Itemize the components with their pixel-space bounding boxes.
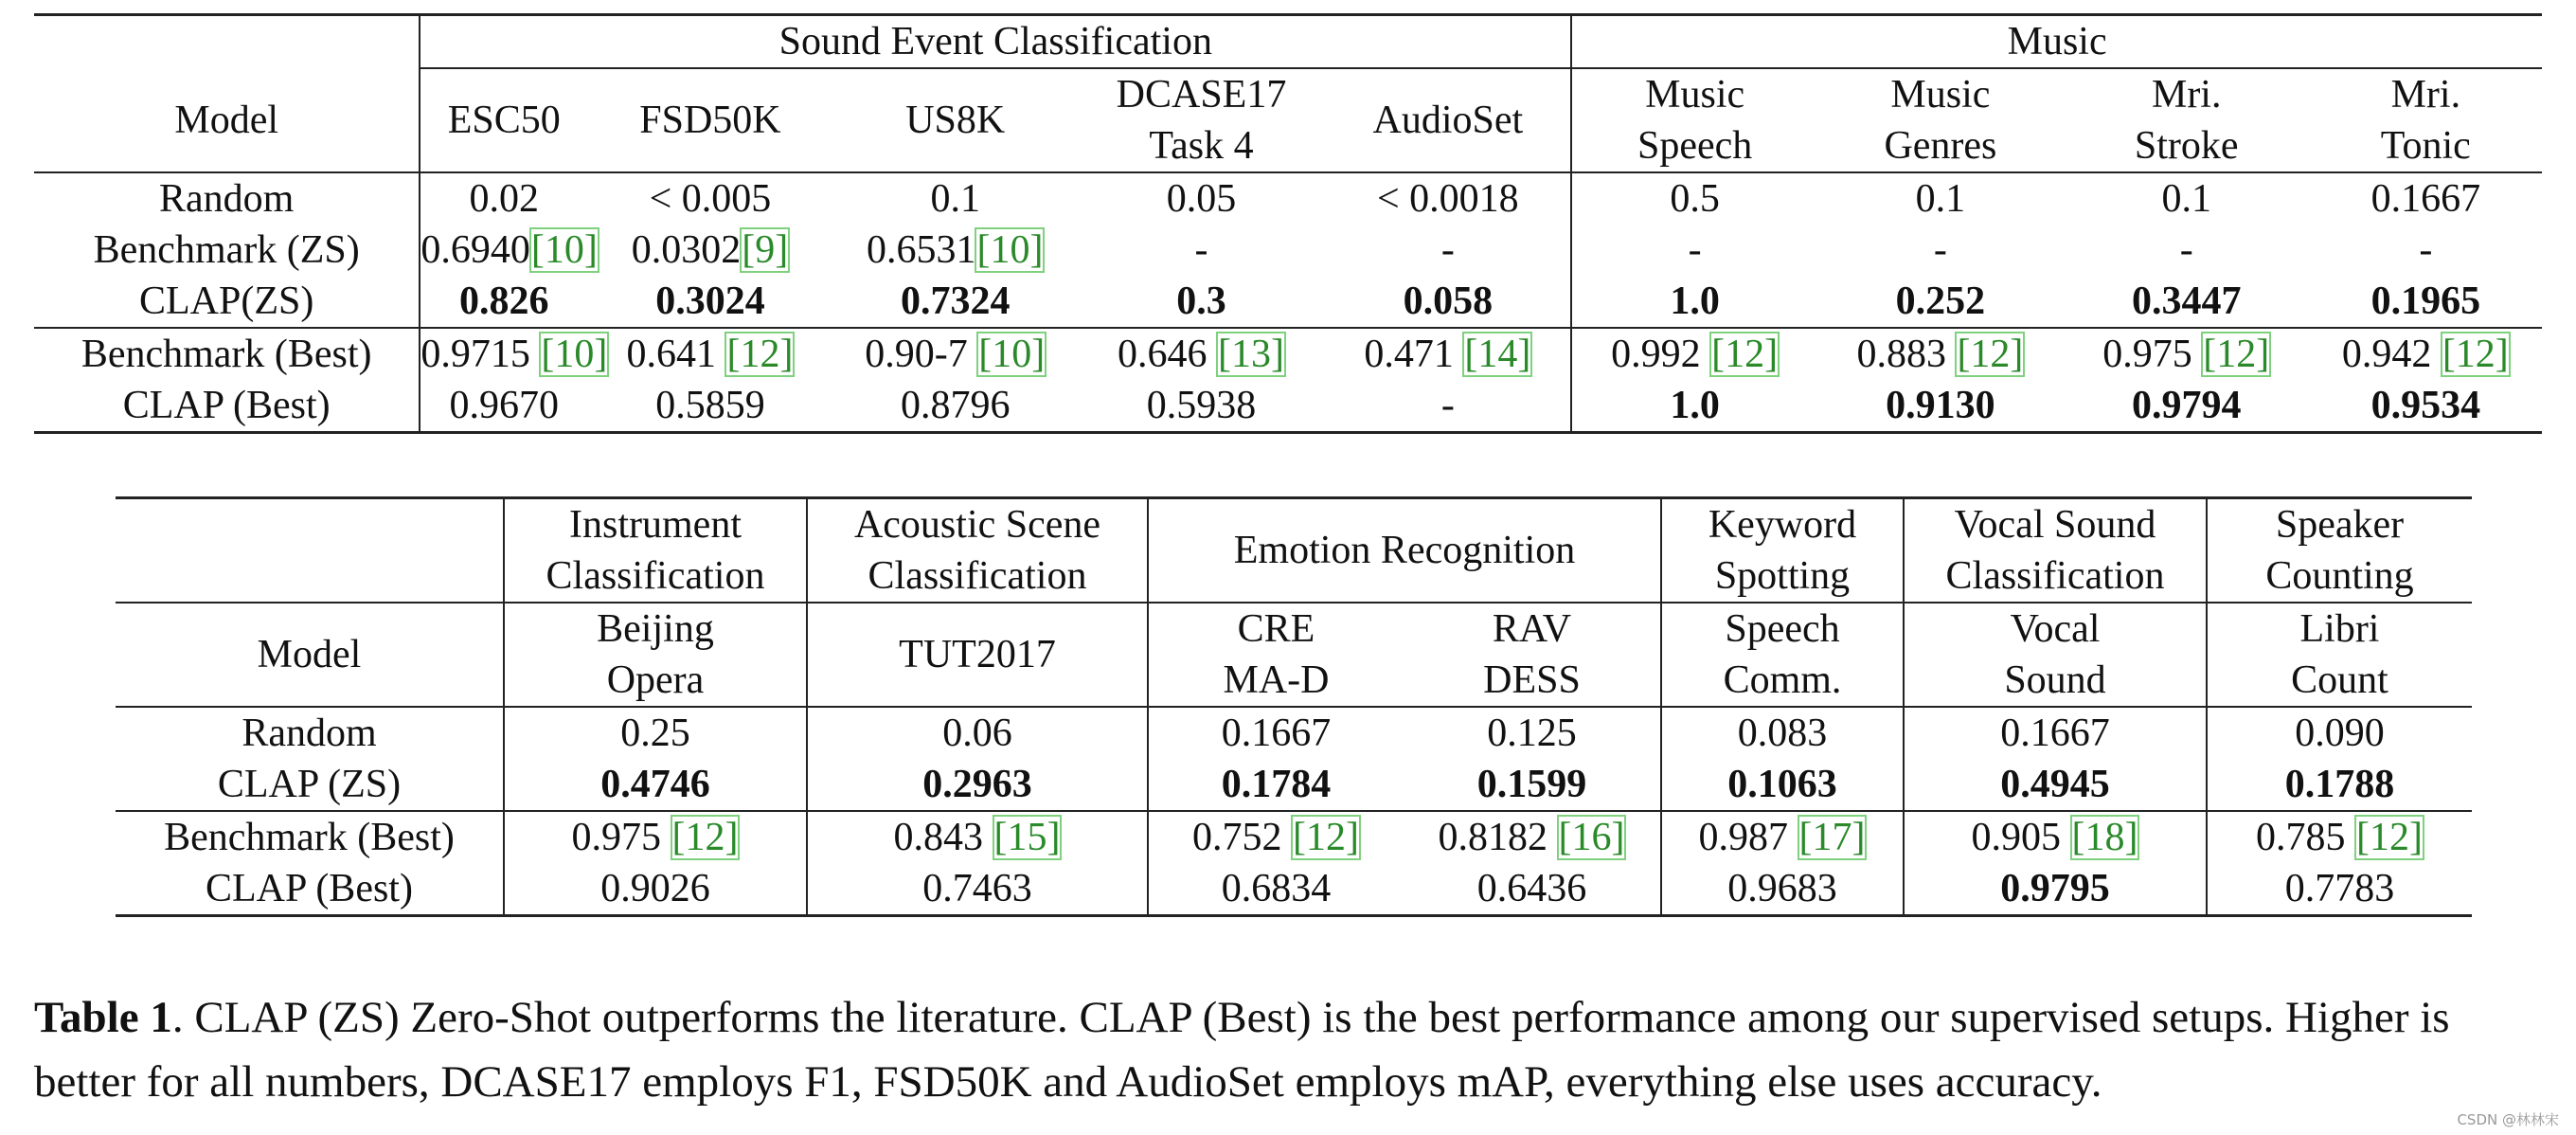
cell-value: 0.1667 xyxy=(2370,177,2481,221)
t2-col-header xyxy=(1404,603,1661,707)
t2-body xyxy=(116,498,2472,916)
cell-value: 0.4945 xyxy=(2000,763,2110,806)
table-cell xyxy=(2207,707,2472,759)
t1-col-header xyxy=(1817,68,2064,172)
table-cell xyxy=(587,380,833,433)
citation-link[interactable]: [10] xyxy=(541,333,608,376)
cell-value: 0.125 xyxy=(1487,712,1577,755)
cell-value: 0.843 xyxy=(893,816,983,859)
row-model-label: Benchmark (Best) xyxy=(116,811,504,863)
cell-value: 0.987 xyxy=(1698,816,1788,859)
cell-value: 0.7783 xyxy=(2284,867,2395,910)
citation-link[interactable]: [17] xyxy=(1798,816,1866,859)
t1-col-header xyxy=(2310,68,2542,172)
header-text: Speech xyxy=(1725,607,1840,651)
header-text: Spotting xyxy=(1714,554,1851,598)
cell-value: 0.883 xyxy=(1856,333,1946,376)
table-cell xyxy=(1904,863,2207,916)
row-model-label: CLAP (Best) xyxy=(116,863,504,916)
cell-value: 0.1667 xyxy=(1221,712,1332,755)
t1-column-header-row xyxy=(34,68,2542,172)
cell-value: 0.1 xyxy=(930,177,980,221)
cell-value: 0.5938 xyxy=(1146,384,1257,427)
citation-link[interactable]: [12] xyxy=(671,816,739,859)
table-cell xyxy=(1404,811,1661,863)
header-text: Instrument xyxy=(569,503,742,547)
t2-group-header xyxy=(2207,498,2472,604)
cell-value: - xyxy=(2179,228,2193,272)
table-cell xyxy=(1571,276,1817,328)
caption-label: Table 1 xyxy=(34,993,172,1042)
header-text: Classification xyxy=(1945,554,2165,598)
table-cell xyxy=(1661,759,1904,811)
row-model-label: CLAP(ZS) xyxy=(34,276,420,328)
table-cell xyxy=(1148,811,1404,863)
cell-value: - xyxy=(1933,228,1947,272)
citation-link[interactable]: [10] xyxy=(978,333,1046,376)
row-model-label: CLAP (ZS) xyxy=(116,759,504,811)
header-text: Sound xyxy=(2004,658,2106,702)
cell-value: 0.5859 xyxy=(655,384,765,427)
cell-value: 0.9715 xyxy=(420,333,530,376)
watermark: CSDN @林林宋 xyxy=(2457,1111,2559,1128)
cell-value: 0.252 xyxy=(1895,279,1986,323)
header-text: Comm. xyxy=(1723,658,1842,702)
header-text: AudioSet xyxy=(1372,99,1524,142)
table-cell xyxy=(1817,225,2064,276)
table-cell xyxy=(420,380,587,433)
table-cell xyxy=(2064,276,2310,328)
cell-value: 0.7463 xyxy=(922,867,1032,910)
table-cell xyxy=(833,225,1078,276)
table-cell xyxy=(1904,811,2207,863)
table-row xyxy=(116,759,2472,811)
t1-group-sound-event: Sound Event Classification xyxy=(420,15,1571,69)
cell-value: 0.1965 xyxy=(2370,279,2481,323)
cell-value: 0.1784 xyxy=(1221,763,1332,806)
t2-col-header xyxy=(1661,603,1904,707)
table-cell xyxy=(1571,225,1817,276)
t2-group-header xyxy=(807,498,1148,604)
header-text: RAV xyxy=(1492,607,1572,651)
t2-group-header xyxy=(504,498,807,604)
cell-value: 0.646 xyxy=(1118,333,1208,376)
cell-value: 0.9670 xyxy=(449,384,559,427)
t2-group-header xyxy=(1148,498,1661,604)
table-cell xyxy=(2207,863,2472,916)
t1-col-header xyxy=(1078,68,1326,172)
cell-value: 0.1 xyxy=(1915,177,1966,221)
header-text: Counting xyxy=(2265,554,2414,598)
row-model-label: Random xyxy=(34,172,420,225)
cell-value: 1.0 xyxy=(1670,279,1720,323)
cell-value: 0.6940 xyxy=(420,228,530,272)
cell-value: 0.942 xyxy=(2341,333,2432,376)
header-text: Classification xyxy=(868,554,1087,598)
row-model-label: Random xyxy=(116,707,504,759)
citation-link[interactable]: [16] xyxy=(1558,816,1625,859)
cell-value: - xyxy=(1194,228,1208,272)
row-model-label: Benchmark (ZS) xyxy=(34,225,420,276)
cell-value: 0.9683 xyxy=(1727,867,1837,910)
cell-value: < 0.0018 xyxy=(1376,177,1519,221)
table-cell xyxy=(1904,759,2207,811)
cell-value: 0.0302 xyxy=(631,228,742,272)
t1-body xyxy=(34,15,2542,433)
table-cell xyxy=(2207,759,2472,811)
header-text: TUT2017 xyxy=(899,633,1056,676)
header-text: Stroke xyxy=(2134,124,2239,168)
header-text: Speech xyxy=(1637,124,1753,168)
cell-value: 0.8796 xyxy=(900,384,1011,427)
header-text: Opera xyxy=(606,658,705,702)
table-cell xyxy=(587,225,833,276)
cell-value: 0.975 xyxy=(2102,333,2192,376)
cell-value: < 0.005 xyxy=(649,177,772,221)
t2-col-header xyxy=(807,603,1148,707)
table-cell xyxy=(1904,707,2207,759)
row-model-label: CLAP (Best) xyxy=(34,380,420,433)
cell-value: 0.3 xyxy=(1176,279,1226,323)
table-cell xyxy=(420,328,608,380)
table-cell xyxy=(1817,276,2064,328)
citation-link[interactable]: [12] xyxy=(2356,816,2423,859)
table-cell xyxy=(2310,225,2542,276)
cell-value: - xyxy=(1440,228,1455,272)
cell-value: 0.9534 xyxy=(2370,384,2481,427)
table-row xyxy=(116,707,2472,759)
t2-group-header-row xyxy=(116,498,2472,604)
cell-value: 0.641 xyxy=(626,333,716,376)
table-row xyxy=(116,811,2472,863)
cell-value: 0.9130 xyxy=(1886,384,1995,427)
table-cell xyxy=(2207,811,2472,863)
cell-value: 0.1063 xyxy=(1727,763,1837,806)
cell-value: 0.1599 xyxy=(1476,763,1587,806)
cell-value: 0.5 xyxy=(1670,177,1720,221)
cell-value: 0.6436 xyxy=(1476,867,1587,910)
citation-link[interactable]: [13] xyxy=(1218,333,1284,376)
table-cell xyxy=(2310,276,2542,328)
cell-value: - xyxy=(1440,384,1455,427)
cell-value: - xyxy=(1688,228,1702,272)
table-cell xyxy=(1325,225,1571,276)
table-cell xyxy=(1817,172,2064,225)
table-cell xyxy=(2310,380,2542,433)
citation-link[interactable]: [10] xyxy=(530,228,598,272)
t2-group-header xyxy=(1661,498,1904,604)
table-cell xyxy=(833,328,1078,380)
header-text: Acoustic Scene xyxy=(853,503,1101,547)
table-cell xyxy=(2310,328,2542,380)
header-text: DCASE17 xyxy=(1116,73,1287,117)
cell-value: 0.826 xyxy=(458,279,549,323)
table-cell xyxy=(2310,172,2542,225)
table-cell xyxy=(1661,811,1904,863)
table-cell xyxy=(1404,759,1661,811)
t2-column-header-row xyxy=(116,603,2472,707)
citation-link[interactable]: [12] xyxy=(2203,333,2270,376)
table-cell xyxy=(1325,276,1571,328)
header-text: Music xyxy=(1645,73,1745,117)
header-text: MA-D xyxy=(1223,658,1330,702)
table-row xyxy=(34,172,2542,225)
table-cell xyxy=(833,380,1078,433)
table-cell xyxy=(2064,328,2310,380)
t1-col-header xyxy=(2064,68,2310,172)
t1-col-header xyxy=(420,68,587,172)
header-text: Music xyxy=(1890,73,1991,117)
table-cell xyxy=(420,276,587,328)
cell-value: 0.471 xyxy=(1364,333,1454,376)
table-cell xyxy=(420,172,587,225)
t2-col-header xyxy=(1148,603,1404,707)
table-cell xyxy=(2064,172,2310,225)
cell-value: 0.2963 xyxy=(922,763,1032,806)
table-cell xyxy=(1661,863,1904,916)
table-cell xyxy=(807,759,1148,811)
header-text: Keyword xyxy=(1708,503,1857,547)
t1-col-header xyxy=(1325,68,1571,172)
table-row xyxy=(34,328,2542,380)
t1-group-header-row xyxy=(34,15,2542,69)
cell-value: 0.8182 xyxy=(1438,816,1547,859)
table-row xyxy=(34,225,2542,276)
table-cell xyxy=(504,811,807,863)
citation-link[interactable]: [15] xyxy=(993,816,1061,859)
cell-value: 0.9026 xyxy=(600,867,710,910)
table-cell xyxy=(1404,863,1661,916)
citation-link[interactable]: [18] xyxy=(2071,816,2138,859)
header-text: US8K xyxy=(905,99,1006,142)
table-cell xyxy=(587,276,833,328)
header-text: CRE xyxy=(1237,607,1315,651)
t2-col-header xyxy=(1904,603,2207,707)
table-cell xyxy=(1661,707,1904,759)
table-cell xyxy=(1078,276,1326,328)
cell-value: 0.975 xyxy=(571,816,661,859)
table-cell xyxy=(833,276,1078,328)
table-cell xyxy=(807,863,1148,916)
table-cell xyxy=(1078,172,1326,225)
table-caption xyxy=(34,985,2553,1114)
table-cell xyxy=(504,707,807,759)
header-text: Task 4 xyxy=(1149,124,1254,168)
results-table-other-tasks xyxy=(116,496,2472,917)
table-cell xyxy=(2064,380,2310,433)
t1-col-header xyxy=(833,68,1078,172)
table-row xyxy=(116,863,2472,916)
citation-link[interactable]: [12] xyxy=(1711,333,1779,376)
table-cell xyxy=(2064,225,2310,276)
cell-value: 1.0 xyxy=(1670,384,1720,427)
table-cell xyxy=(1325,380,1571,433)
cell-value: 0.752 xyxy=(1192,816,1282,859)
t1-col-header xyxy=(587,68,833,172)
row-model-label: Benchmark (Best) xyxy=(34,328,420,380)
table-cell xyxy=(504,863,807,916)
cell-value: 0.3024 xyxy=(655,279,765,323)
header-text: Genres xyxy=(1884,124,1997,168)
caption-text: . CLAP (ZS) Zero-Shot outperforms the literature. CLAP (Best) is the best performance among our supervised setups. Higher is better for all numbers, DCASE17 employs F1, FSD50K and AudioSet employs mAP, everything else uses accuracy. xyxy=(34,993,2450,1107)
citation-link[interactable]: [12] xyxy=(1293,816,1359,859)
cell-value: 0.4746 xyxy=(600,763,710,806)
header-text: Tonic xyxy=(2380,124,2471,168)
cell-value: 0.785 xyxy=(2256,816,2346,859)
cell-value: 0.992 xyxy=(1611,333,1701,376)
table-cell xyxy=(504,759,807,811)
t2-model-spacer xyxy=(116,498,504,604)
table-cell xyxy=(807,707,1148,759)
citation-link[interactable]: [14] xyxy=(1464,333,1531,376)
t2-model-header: Model xyxy=(116,603,504,707)
table-cell xyxy=(1078,225,1326,276)
cell-value: 0.1667 xyxy=(2000,712,2110,755)
table-row xyxy=(34,276,2542,328)
cell-value: 0.9795 xyxy=(2000,867,2110,910)
header-text: ESC50 xyxy=(447,99,561,142)
table-cell xyxy=(1817,328,2064,380)
header-text: Mri. xyxy=(2390,73,2461,117)
cell-value: 0.090 xyxy=(2295,712,2385,755)
citation-link[interactable]: [12] xyxy=(2442,333,2509,376)
cell-value: 0.905 xyxy=(1971,816,2061,859)
table-cell xyxy=(1148,759,1404,811)
cell-value: 0.083 xyxy=(1737,712,1828,755)
table-cell xyxy=(1571,172,1817,225)
cell-value: 0.6834 xyxy=(1221,867,1332,910)
table-cell xyxy=(1148,863,1404,916)
results-table-sound-music xyxy=(34,13,2542,434)
table-cell xyxy=(1571,328,1817,380)
cell-value: 0.9794 xyxy=(2131,384,2242,427)
citation-link[interactable]: [12] xyxy=(726,333,794,376)
cell-value: 0.90-7 xyxy=(865,333,968,376)
header-text: Emotion Recognition xyxy=(1233,529,1576,572)
t1-col-header xyxy=(1571,68,1817,172)
table-cell xyxy=(587,328,833,380)
cell-value: 0.058 xyxy=(1403,279,1494,323)
header-text: Libri xyxy=(2299,607,2380,651)
header-text: Vocal xyxy=(2010,607,2101,651)
table-cell xyxy=(1817,380,2064,433)
header-text: Beijing xyxy=(597,607,714,651)
header-text: Mri. xyxy=(2151,73,2222,117)
t1-model-spacer xyxy=(34,15,420,69)
table-cell xyxy=(587,172,833,225)
t1-group-music: Music xyxy=(1571,15,2542,69)
header-text: Count xyxy=(2291,658,2388,702)
t1-model-header: Model xyxy=(34,68,420,172)
table-cell xyxy=(1325,328,1571,380)
citation-link[interactable]: [9] xyxy=(742,228,789,272)
cell-value: 0.05 xyxy=(1166,177,1237,221)
table-cell xyxy=(1325,172,1571,225)
header-text: Speaker xyxy=(2275,503,2405,547)
table-cell xyxy=(833,172,1078,225)
header-text: Classification xyxy=(546,554,765,598)
header-text: DESS xyxy=(1483,658,1581,702)
table-row xyxy=(34,380,2542,433)
cell-value: 0.1788 xyxy=(2284,763,2395,806)
header-text: Vocal Sound xyxy=(1954,503,2156,547)
table-cell xyxy=(1571,380,1817,433)
table-cell xyxy=(1078,328,1326,380)
header-text: FSD50K xyxy=(639,99,781,142)
cell-value: 0.25 xyxy=(620,712,690,755)
citation-link[interactable]: [10] xyxy=(976,228,1044,272)
t2-col-header xyxy=(2207,603,2472,707)
t2-col-header xyxy=(504,603,807,707)
cell-value: 0.7324 xyxy=(900,279,1011,323)
cell-value: 0.02 xyxy=(469,177,539,221)
table-cell xyxy=(1404,707,1661,759)
table-cell xyxy=(1148,707,1404,759)
cell-value: 0.1 xyxy=(2161,177,2211,221)
cell-value: 0.3447 xyxy=(2131,279,2242,323)
citation-link[interactable]: [12] xyxy=(1957,333,2024,376)
table-cell xyxy=(1078,380,1326,433)
cell-value: 0.06 xyxy=(942,712,1012,755)
table-cell xyxy=(420,225,598,276)
t2-group-header xyxy=(1904,498,2207,604)
table-cell xyxy=(807,811,1148,863)
cell-value: 0.6531 xyxy=(866,228,976,272)
cell-value: - xyxy=(2419,228,2433,272)
